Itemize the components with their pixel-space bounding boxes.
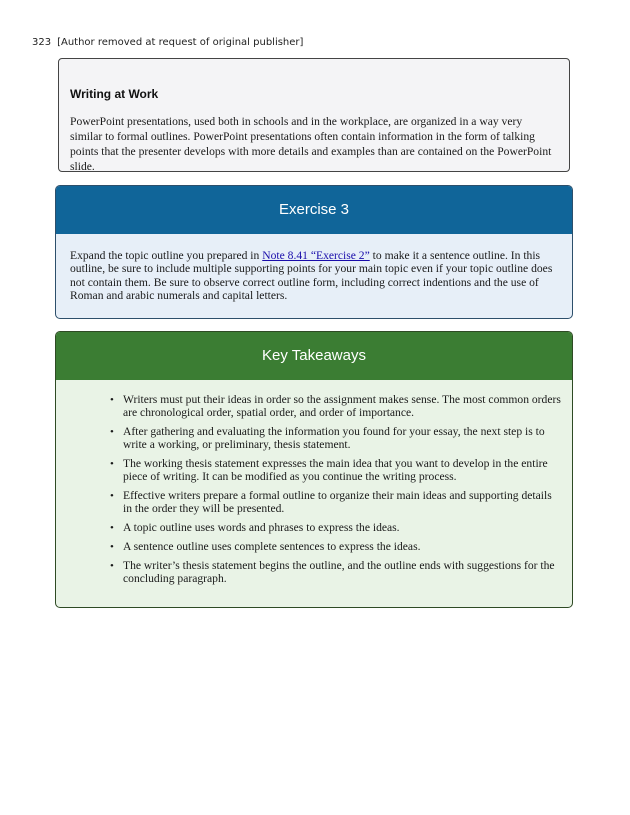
exercise-link[interactable]: Note 8.41 “Exercise 2”: [262, 249, 370, 262]
writing-at-work-body: PowerPoint presentations, used both in schools and in the workplace, are organized in a way very similar to formal outlines. PowerPoint presentations often contain information in the form of talking points that the presenter develops with more details and examples than are contained on the PowerPoint slide.: [70, 115, 552, 173]
exercise-title: Exercise 3: [56, 186, 572, 234]
list-item: [110, 393, 562, 420]
list-item-text: The writer’s thesis statement begins the outline, and the outline ends with suggestions for the concluding paragraph.: [123, 559, 555, 586]
list-item-text: The working thesis statement expresses the main idea that you want to develop in the entire piece of writing. It can be modified as you continue the writing process.: [123, 457, 548, 483]
list-item: [110, 457, 562, 484]
key-takeaways-title: Key Takeaways: [56, 332, 572, 380]
list-item: [110, 521, 562, 535]
writing-at-work-title: Writing at Work: [70, 87, 159, 101]
page-number: 323: [32, 37, 52, 48]
list-item: [110, 540, 562, 554]
list-item-text: Effective writers prepare a formal outline to organize their main ideas and supporting details in the order they will be presented.: [123, 489, 552, 515]
bullet-icon: •: [110, 560, 114, 573]
running-header: [32, 37, 303, 48]
list-item-text: After gathering and evaluating the information you found for your essay, the next step is to write a working, or preliminary, thesis statement.: [123, 425, 545, 451]
exercise-body: [56, 234, 572, 303]
bullet-icon: •: [110, 458, 114, 470]
bullet-icon: •: [110, 522, 114, 534]
bullet-icon: •: [110, 541, 114, 554]
list-item: [110, 559, 562, 586]
bullet-icon: •: [110, 394, 114, 406]
list-item-text: Writers must put their ideas in order so the assignment makes sense. The most common orders are chronological order, spatial order, and order of importance.: [123, 393, 561, 419]
exercise-text-before: Expand the topic outline you prepared in: [70, 249, 263, 262]
exercise-text-after: to make it a sentence outline. In this outline, be sure to include multiple supporting points for your main topic even if your topic outline does not contain them. Be sure to observe correct outline form, including correct indentions and the use of Roman and arabic numerals and capital letters.: [70, 249, 553, 303]
bullet-icon: •: [110, 426, 114, 438]
writing-at-work-box: [58, 58, 570, 172]
list-item-text: A sentence outline uses complete sentences to express the ideas.: [123, 540, 421, 554]
list-item-text: A topic outline uses words and phrases to express the ideas.: [123, 521, 400, 534]
key-takeaways-list: [56, 394, 572, 586]
list-item: [110, 489, 562, 516]
exercise-box: [55, 185, 573, 319]
bullet-icon: •: [110, 490, 114, 502]
list-item: [110, 425, 562, 452]
key-takeaways-box: [55, 331, 573, 608]
running-title: [Author removed at request of original publisher]: [57, 37, 304, 48]
